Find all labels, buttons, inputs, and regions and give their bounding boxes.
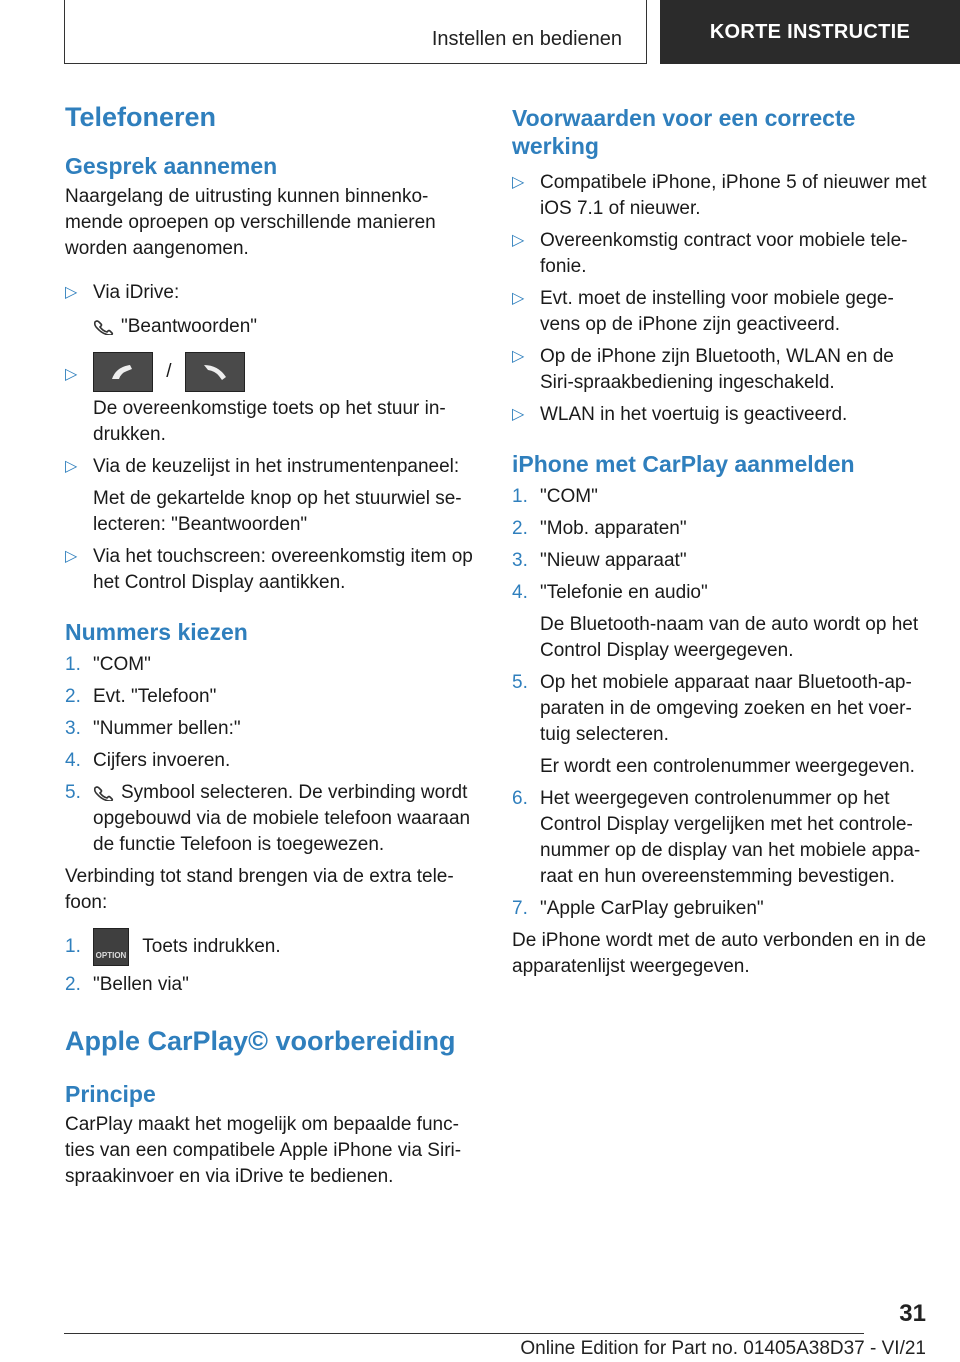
section-title: Instellen en bedienen <box>431 28 622 50</box>
list-item: 4. Cijfers invoeren. <box>65 750 231 771</box>
triangle-bullet-icon: ▷ <box>512 406 525 423</box>
list-item: 5. Symbool selecteren. De verbinding wordt opgebouwd via de mobiele telefoon waaraan de functie Telefoon is toegewezen. <box>65 782 471 855</box>
numbered-list <box>65 928 485 998</box>
list-item: ▷ WLAN in het voertuig is geactiveerd. <box>512 402 932 428</box>
list-item: 2. "Bellen via" <box>65 974 189 995</box>
list-item: 4. "Telefonie en audio" De Bluetooth-naam van de auto wordt op het Control Display weergegeven. <box>512 582 919 661</box>
paragraph-extra-telefoon: Verbinding tot stand brengen via de extra tele-foon: <box>65 866 454 913</box>
list-item-text: Via de keuzelijst in het instrumentenpaneel: <box>93 456 460 477</box>
triangle-bullet-icon: ▷ <box>65 458 78 475</box>
list-item: 3. "Nummer bellen:" <box>65 718 241 739</box>
list-item-text: Via iDrive: <box>93 282 180 303</box>
list-item: 7. "Apple CarPlay gebruiken" <box>512 898 764 919</box>
phone-handset-icon <box>93 319 115 335</box>
paragraph-principe: CarPlay maakt het mogelijk om bepaalde func-ties van een compatibele Apple iPhone via Siri-spraakinvoer en via iDrive te bedienen. <box>65 1114 462 1187</box>
phone-handset-icon <box>93 785 115 801</box>
list-item-text: De overeenkomstige toets op het stuur in-drukken. <box>93 398 446 445</box>
heading-gesprek-aannemen: Gesprek aannemen <box>65 153 278 179</box>
numbered-list <box>65 652 485 858</box>
list-item <box>65 454 485 538</box>
list-item: ▷ Overeenkomstig contract voor mobiele tele-fonie. <box>512 228 932 280</box>
footer-divider <box>64 1333 864 1334</box>
list-item: 6. Het weergegeven controlenummer op het Control Display vergelijken met het controle-nummer op de display van het mobiele appa-raat en hun overeenstemming bevestigen. <box>512 788 921 887</box>
list-item-text: Via het touchscreen: overeenkomstig item op het Control Display aantikken. <box>93 546 473 593</box>
paragraph-gesprek: Naargelang de uitrusting kunnen binnenko-mende oproepen op verschillende manieren worden aangenomen. <box>65 186 436 259</box>
triangle-bullet-icon: ▷ <box>512 348 525 365</box>
phone-pickup-icon <box>94 353 152 391</box>
list-item <box>65 352 485 448</box>
heading-carplay-aanmelden: iPhone met CarPlay aanmelden <box>512 451 855 477</box>
list-item <box>65 280 485 340</box>
list-item <box>65 544 485 596</box>
list-item: 3. "Nieuw apparaat" <box>512 550 687 571</box>
list-item: ▷ Evt. moet de instelling voor mobiele gege-vens op de iPhone zijn geactiveerd. <box>512 286 932 338</box>
list-item: 2. Evt. "Telefoon" <box>65 686 217 707</box>
list-item: ▷ Compatibele iPhone, iPhone 5 of nieuwer met iOS 7.1 of nieuwer. <box>512 170 932 222</box>
triangle-bullet-icon: ▷ <box>65 366 78 383</box>
list-item: ▷ Op de iPhone zijn Bluetooth, WLAN en de Siri-spraakbediening ingeschakeld. <box>512 344 932 396</box>
triangle-bullet-icon: ▷ <box>512 174 525 191</box>
separator-text: / <box>166 361 172 383</box>
chapter-tab: KORTE INSTRUCTIE <box>660 0 960 64</box>
triangle-bullet-icon: ▷ <box>512 232 525 249</box>
heading-apple-carplay: Apple CarPlay© voorbereiding <box>65 1026 456 1056</box>
header-box <box>64 0 647 64</box>
list-item: 1. "COM" <box>65 654 151 675</box>
heading-telefoneren: Telefoneren <box>65 102 217 132</box>
right-column <box>512 104 932 980</box>
list-item: 1. OPTION Toets indrukken. <box>65 928 485 966</box>
heading-voorwaarden: Voorwaarden voor een correcte werking <box>512 105 856 159</box>
pick-up-button-image <box>93 352 153 392</box>
left-column <box>65 100 485 1190</box>
option-button-image: OPTION <box>93 928 129 966</box>
conditions-list <box>512 170 932 428</box>
page-number: 31 <box>899 1300 926 1327</box>
heading-principe: Principe <box>65 1081 156 1107</box>
heading-nummers-kiezen: Nummers kiezen <box>65 619 248 645</box>
triangle-bullet-icon: ▷ <box>65 548 78 565</box>
paragraph-end: De iPhone wordt met de auto verbonden en in de apparatenlijst weergegeven. <box>512 930 927 977</box>
triangle-bullet-icon: ▷ <box>512 290 525 307</box>
edition-text: Online Edition for Part no. 01405A38D37 - VI/21 <box>520 1338 926 1359</box>
numbered-list <box>512 484 932 922</box>
list-item: 2. "Mob. apparaten" <box>512 518 687 539</box>
list-item-subtext: "Beantwoorden" <box>121 316 258 337</box>
list-item: 5. Op het mobiele apparaat naar Bluetooth-ap-paraten in de omgeving zoeken en het voer-tuig selecteren. Er wordt een controlenummer weergegeven. <box>512 672 915 777</box>
list-item: 1. "COM" <box>512 486 598 507</box>
triangle-bullet-icon: ▷ <box>65 284 78 301</box>
pick-up-button-image-alt <box>185 352 245 392</box>
phone-pickup-icon <box>186 353 244 391</box>
list-item-subtext: Met de gekartelde knop op het stuurwiel se-lecteren: "Beantwoorden" <box>93 488 462 535</box>
